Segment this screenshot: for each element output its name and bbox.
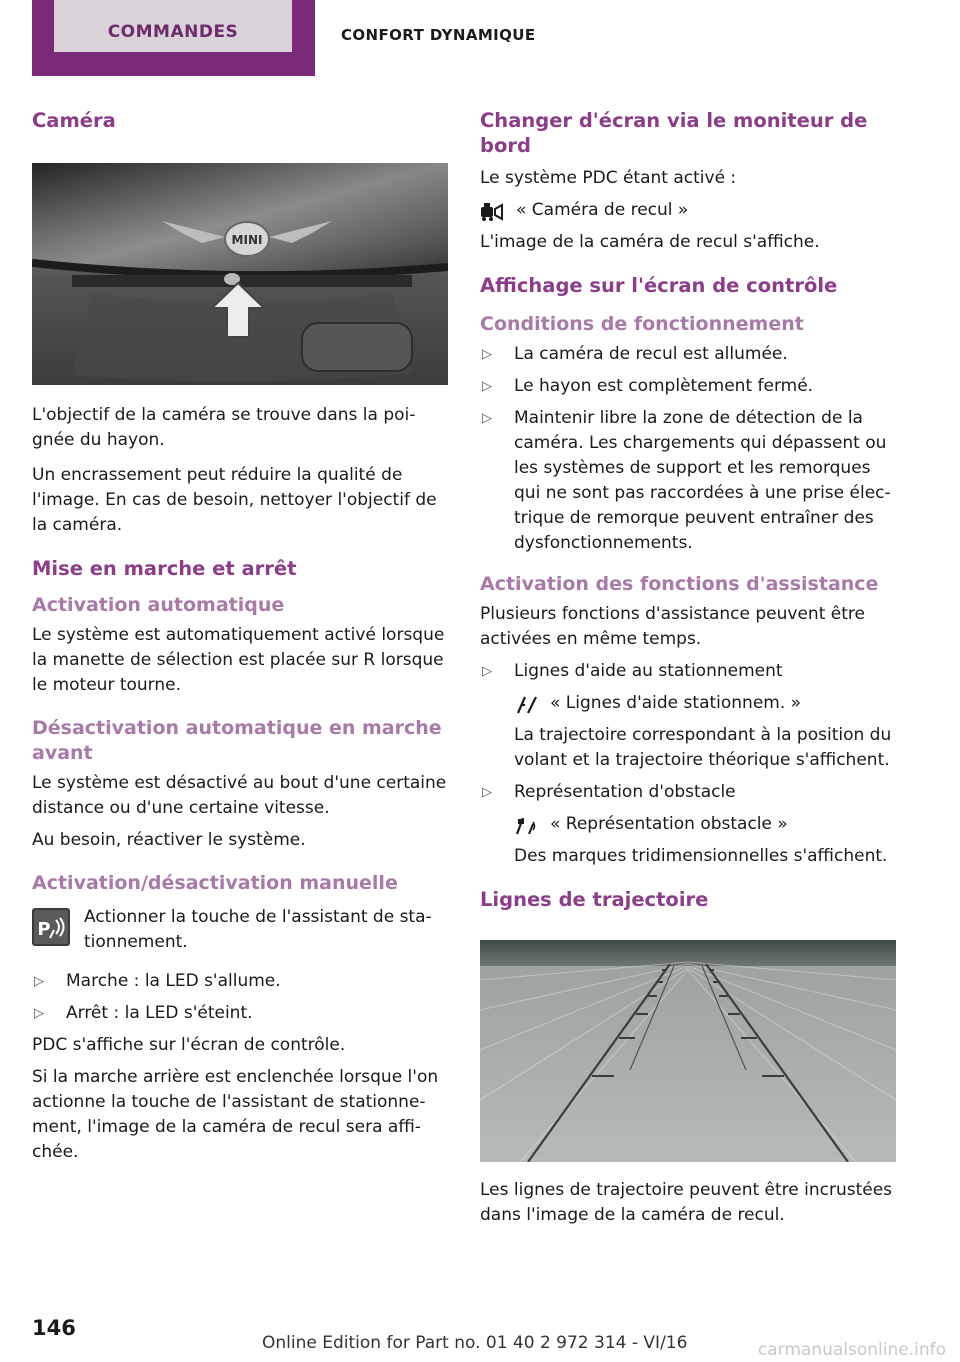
- assist-heading: Activation des fonctions d'assistance: [480, 573, 879, 595]
- auto-off-heading: Désactivation automatique en marche avant: [32, 717, 442, 764]
- assist-list: [480, 659, 898, 869]
- rear-camera-icon: [480, 200, 506, 222]
- park-assist-button-icon: [32, 908, 70, 946]
- auto-on-heading: Activation automatique: [32, 594, 285, 616]
- camera-text-2: Un encrassement peut réduire la qualité de l'image. En cas de besoin, nettoyer l'objectif de la caméra.: [32, 465, 437, 535]
- onoff-heading: Mise en marche et arrêt: [32, 557, 297, 580]
- page-number: 146: [32, 1316, 76, 1340]
- right-column: [480, 108, 898, 1235]
- auto-off-text-2: Au besoin, réactiver le système.: [32, 830, 306, 850]
- switch-heading: Changer d'écran via le moniteur de bord: [480, 109, 868, 157]
- triangle-bullet-icon: ▷: [482, 664, 492, 679]
- switch-menu-label: « Caméra de recul »: [516, 200, 689, 220]
- edition-text: Online Edition for Part no. 01 40 2 972 314 - VI/16: [262, 1333, 688, 1353]
- parking-lines-icon: [514, 693, 540, 715]
- section-tab: [32, 0, 315, 76]
- camera-text-1: L'objectif de la caméra se trouve dans la poignée du hayon.: [32, 405, 416, 450]
- lines-heading: Lignes de trajectoire: [480, 888, 709, 911]
- triangle-bullet-icon: ▷: [482, 379, 492, 394]
- camera-heading: Caméra: [32, 109, 116, 132]
- auto-on-text: Le système est automatiquement activé lorsque la manette de sélection est placée sur R lorsque le moteur tourne.: [32, 625, 445, 695]
- park-assist-block: [32, 905, 448, 955]
- list-item: ▷ La caméra de recul est allumée.: [480, 342, 898, 367]
- assist-item-1-menu-line: « Lignes d'aide stationnem. »: [514, 691, 898, 716]
- list-item: ▷ Marche : la LED s'allume.: [32, 969, 448, 994]
- list-item: ▷ Représentation d'obstacle « Représentation obstacle » Des marques tridimensionnelles s'affichent.: [480, 780, 898, 869]
- triangle-bullet-icon: ▷: [482, 411, 492, 426]
- manual-list: [32, 969, 448, 1026]
- obstacle-marking-icon: [514, 814, 540, 836]
- conditions-heading: Conditions de fonctionnement: [480, 313, 804, 335]
- switch-result: L'image de la caméra de recul s'affiche.: [480, 232, 820, 252]
- switch-text: Le système PDC étant activé :: [480, 168, 737, 188]
- svg-text:P: P: [37, 919, 51, 940]
- list-item: ▷ Le hayon est complètement fermé.: [480, 374, 898, 399]
- camera-location-photo: [32, 163, 448, 385]
- section-title: COMMANDES: [107, 22, 239, 42]
- assist-item-2-menu-line: « Représentation obstacle »: [514, 812, 898, 837]
- section-tab-inner: [54, 0, 292, 52]
- left-column: [32, 108, 448, 1172]
- manual-heading: Activation/désactivation manuelle: [32, 872, 398, 894]
- auto-off-text-1: Le système est désactivé au bout d'une certaine distance ou d'une certaine vitesse.: [32, 773, 447, 818]
- switch-menu-line: [480, 198, 898, 223]
- triangle-bullet-icon: ▷: [34, 1006, 44, 1021]
- subsection-title: CONFORT DYNAMIQUE: [341, 26, 536, 44]
- trajectory-lines-illustration: [480, 940, 896, 1162]
- list-item: ▷ Arrêt : la LED s'éteint.: [32, 1001, 448, 1026]
- lines-text: Les lignes de trajectoire peuvent être incrustées dans l'image de la caméra de recul.: [480, 1180, 893, 1225]
- manual-text: Actionner la touche de l'assistant de stationnement.: [84, 907, 432, 952]
- conditions-list: [480, 342, 898, 556]
- pdc-text: PDC s'affiche sur l'écran de contrôle.: [32, 1035, 346, 1055]
- watermark: carmanualsonline.info: [757, 1340, 946, 1360]
- assist-text: Plusieurs fonctions d'assistance peuvent être activées en même temps.: [480, 604, 865, 649]
- display-heading: Affichage sur l'écran de contrôle: [480, 274, 838, 297]
- triangle-bullet-icon: ▷: [482, 347, 492, 362]
- list-item: ▷ Maintenir libre la zone de détection de la caméra. Les chargements qui dépassent ou les systèmes de support et les remorques qui ne sont pas raccordées à une prise électrique de remorque peuvent entraîner des dysfonctionnements.: [482, 408, 891, 553]
- svg-text:MINI: MINI: [231, 233, 263, 247]
- list-item: ▷ Lignes d'aide au stationnement « Lignes d'aide stationnem. » La trajectoire correspondant à la position du volant et la trajectoire théorique s'affichent.: [480, 659, 898, 773]
- reverse-text: Si la marche arrière est enclenchée lorsque l'on actionne la touche de l'assistant de stationnement, l'image de la caméra de recul sera affichée.: [32, 1067, 439, 1162]
- triangle-bullet-icon: ▷: [34, 974, 44, 989]
- triangle-bullet-icon: ▷: [482, 785, 492, 800]
